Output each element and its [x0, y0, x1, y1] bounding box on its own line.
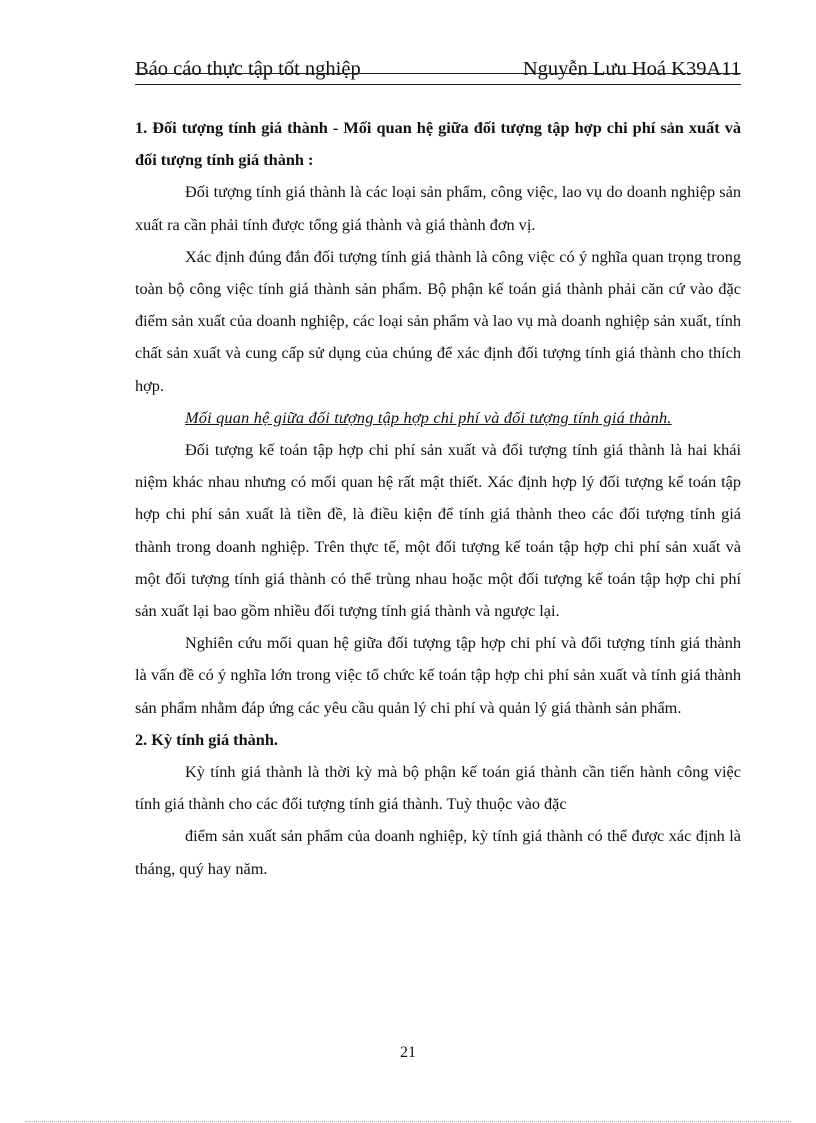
- page-header: [135, 58, 741, 85]
- header-report-title: Báo cáo thực tập tốt nghiệp: [135, 58, 361, 80]
- italic-subheading: Mối quan hệ giữa đối tượng tập hợp chi phí và đối tượng tính giá thành.: [185, 407, 672, 427]
- paragraph: Xác định đúng đắn đối tượng tính giá thành là công việc có ý nghĩa quan trọng trong toàn bộ công việc tính giá thành sản phẩm. Bộ phận kế toán giá thành phải căn cứ vào đặc điểm sản xuất của doanh nghiệp, các loại sản phẩm và lao vụ mà doanh nghiệp sản xuất, tính chất sản xuất và cung cấp sử dụng của chúng để xác định đối tượng tính giá thành cho thích hợp.: [135, 246, 741, 395]
- section-2-heading: 2. Kỳ tính giá thành.: [135, 729, 278, 749]
- paragraph: Nghiên cứu mối quan hệ giữa đối tượng tập hợp chi phí và đối tượng tính giá thành là vấn đề có ý nghĩa lớn trong việc tổ chức kế toán tập hợp chi phí sản xuất và tính giá thành sản phẩm nhằm đáp ứng các yêu cầu quản lý chi phí và quản lý giá thành sản phẩm.: [135, 633, 741, 717]
- paragraph: Đối tượng tính giá thành là các loại sản phẩm, công việc, lao vụ do doanh nghiệp sản xuất ra cần phải tính được tổng giá thành và giá thành đơn vị.: [135, 182, 741, 234]
- header-author: Nguyễn Lưu Hoá K39A11: [522, 58, 741, 80]
- paragraph: điểm sản xuất sản phẩm của doanh nghiệp, kỳ tính giá thành có thể được xác định là tháng, quý hay năm.: [135, 826, 741, 878]
- section-1-heading: 1. Đối tượng tính giá thành - Mối quan hệ giữa đối tượng tập hợp chi phí sản xuất và đối tượng tính giá thành :: [135, 118, 741, 170]
- header-strike-line: [135, 73, 741, 74]
- paragraph: Kỳ tính giá thành là thời kỳ mà bộ phận kế toán giá thành cần tiến hành công việc tính giá thành cho các đối tượng tính giá thành. Tuỳ thuộc vào đặc: [135, 762, 741, 814]
- page-number: 21: [400, 1044, 416, 1061]
- page-content: [135, 112, 741, 885]
- page-bottom-border: [25, 1121, 791, 1122]
- paragraph: Đối tượng kế toán tập hợp chi phí sản xuất và đối tượng tính giá thành là hai khái niệm khác nhau nhưng có mối quan hệ rất mật thiết. Xác định hợp lý đối tượng kế toán tập hợp chi phí sản xuất là tiền đề, là điều kiện để tính giá thành theo các đối tượng tính giá thành trong doanh nghiệp. Trên thực tế, một đối tượng kế toán tập hợp chi phí sản xuất và một đối tượng tính giá thành có thể trùng nhau hoặc một đối tượng kế toán tập hợp chi phí sản xuất lại bao gồm nhiều đối tượng tính giá thành và ngược lại.: [135, 440, 741, 621]
